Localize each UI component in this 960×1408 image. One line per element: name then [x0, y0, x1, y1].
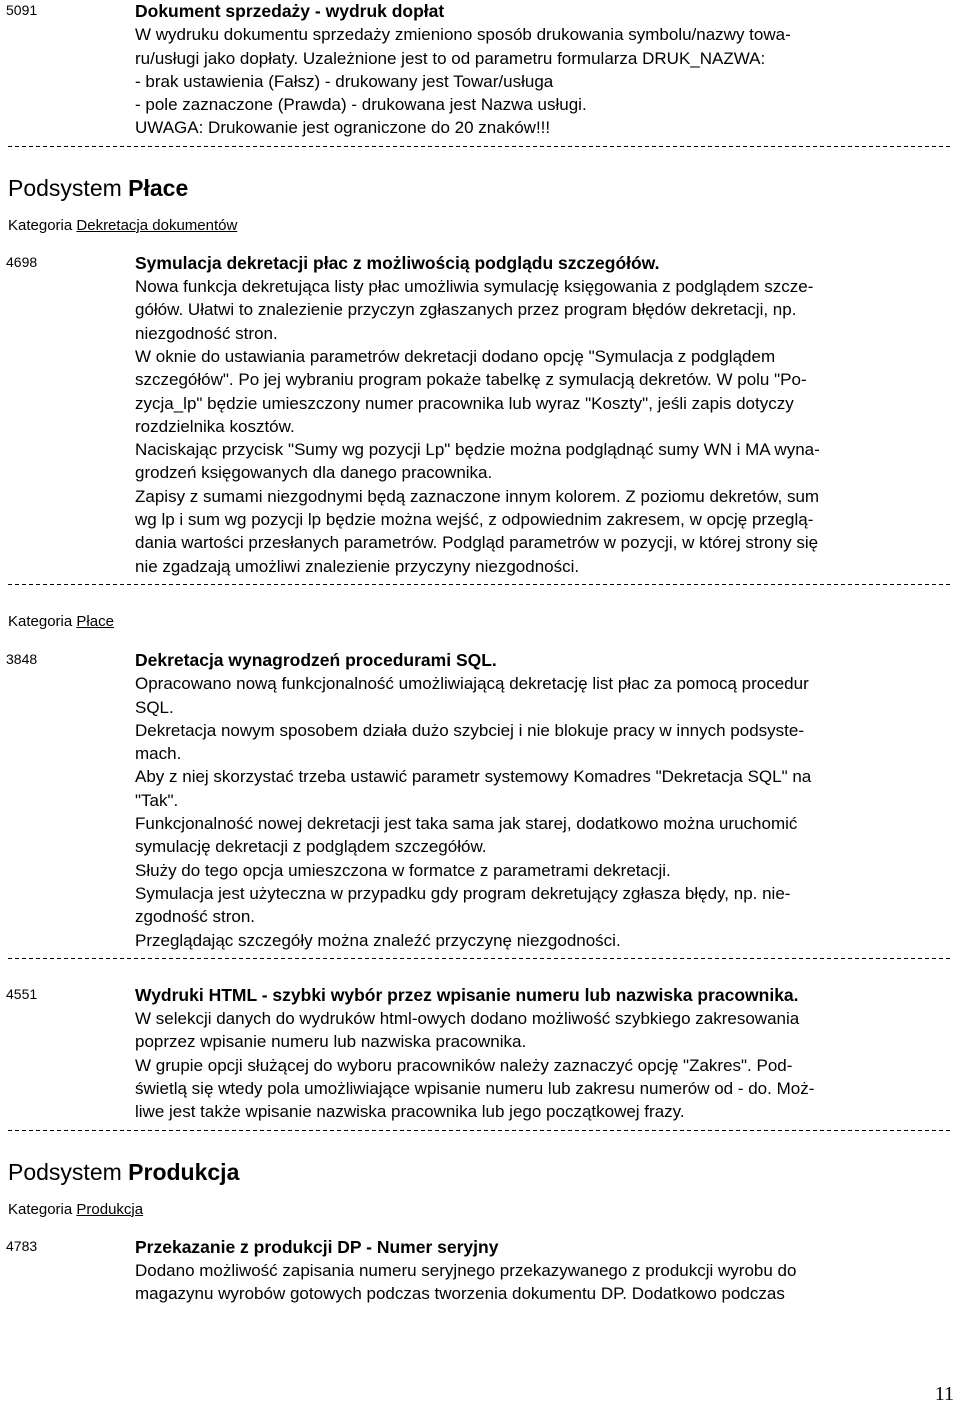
entry-line: Zapisy z sumami niezgodnymi będą zaznaczone innym kolorem. Z poziomu dekretów, sum	[135, 486, 820, 506]
entry-line: Dekretacja nowym sposobem działa dużo szybciej i nie blokuje pracy w innych podsyste-	[135, 720, 804, 740]
category-heading	[8, 1200, 960, 1220]
category-prefix: Kategoria	[8, 612, 73, 630]
page-number: 11	[934, 1383, 954, 1405]
entry-body	[135, 984, 950, 1124]
entry-4783	[0, 1236, 960, 1306]
entry-line: niezgodność stron.	[135, 323, 278, 343]
entry-body	[135, 1236, 950, 1306]
entry-line: W grupie opcji służącej do wyboru pracowników należy zaznaczyć opcję "Zakres". Pod-	[135, 1055, 793, 1075]
category-prefix: Kategoria	[8, 1200, 73, 1218]
subsystem-name: Produkcja	[128, 1158, 240, 1185]
entry-id: 4698	[6, 253, 38, 270]
entry-line: Służy do tego opcja umieszczona w formatce z parametrami dekretacji.	[135, 860, 671, 880]
entry-line: Aby z niej skorzystać trzeba ustawić parametr systemowy Komadres "Dekretacja SQL" na	[135, 767, 812, 787]
entry-3848	[0, 649, 960, 952]
subsystem-prefix: Podsystem	[8, 174, 122, 201]
category-name: Dekretacja dokumentów	[76, 216, 238, 234]
entry-line: Opracowano nową funkcjonalność umożliwiającą dekretację list płac za pomocą procedur	[135, 674, 809, 694]
entry-line: zycja_lp" będzie umieszczony numer pracownika lub wyraz "Koszty", jeśli zapis dotyczy	[135, 393, 794, 413]
entry-title: Przekazanie z produkcji DP - Numer seryjny	[135, 1236, 499, 1257]
entry-id: 3848	[6, 650, 38, 667]
category-name: Płace	[76, 612, 114, 630]
entry-line: Funkcjonalność nowej dekretacji jest taka sama jak starej, dodatkowo można uruchomić	[135, 814, 798, 834]
entry-line: Dodano możliwość zapisania numeru seryjnego przekazywanego z produkcji wyrobu do	[135, 1260, 797, 1280]
entry-line: W wydruku dokumentu sprzedaży zmieniono sposób drukowania symbolu/nazwy towa-	[135, 25, 791, 45]
entry-line: SQL.	[135, 697, 174, 717]
entry-line: świetlą się wtedy pola umożliwiające wpisanie numeru lub zakresu numerów od - do. Moż-	[135, 1078, 815, 1098]
entry-line: Naciskając przycisk "Sumy wg pozycji Lp" będzie można podglądnąć sumy WN i MA wyna-	[135, 440, 820, 460]
entry-line: grodzeń księgowanych dla danego pracownika.	[135, 463, 493, 483]
category-heading	[8, 612, 960, 632]
dashed-separator	[8, 144, 950, 150]
entry-line: zgodność stron.	[135, 907, 256, 927]
entry-id: 5091	[6, 2, 38, 18]
dashed-separator	[8, 956, 950, 962]
entry-4698	[0, 252, 960, 578]
entry-line: Nowa funkcja dekretująca listy płac umożliwia symulację księgowania z podglądem szcze-	[135, 277, 814, 297]
entry-id: 4783	[6, 1237, 38, 1254]
entry-title: Dokument sprzedaży - wydruk dopłat	[135, 1, 445, 21]
entry-line: Przeglądając szczegóły można znaleźć przyczynę niezgodności.	[135, 930, 621, 950]
entry-line: W oknie do ustawiania parametrów dekretacji dodano opcję "Symulacja z podglądem	[135, 346, 776, 366]
entry-title: Wydruki HTML - szybki wybór przez wpisanie numeru lub nazwiska pracownika.	[135, 984, 799, 1005]
entry-line: symulację dekretacji z podglądem szczegółów.	[135, 837, 487, 857]
entry-line: Symulacja jest użyteczna w przypadku gdy program dekretujący zgłasza błędy, np. nie-	[135, 883, 791, 903]
entry-5091	[0, 0, 960, 140]
entry-line: szczegółów". Po jej wybraniu program pokaże tabelkę z symulacją dekretów. W polu "Po-	[135, 370, 807, 390]
entry-line: wg lp i sum wg pozycji lp będzie można wejść, z odpowiednim zakresem, w opcję przeglą-	[135, 510, 814, 530]
entry-line: UWAGA: Drukowanie jest ograniczone do 20 znaków!!!	[135, 118, 551, 138]
category-heading	[8, 216, 960, 236]
subsystem-heading	[8, 1158, 960, 1186]
dashed-separator	[8, 1128, 950, 1134]
entry-line: liwe jest także wpisanie nazwiska pracownika lub jego początkowej frazy.	[135, 1102, 685, 1122]
subsystem-name: Płace	[128, 174, 189, 201]
entry-title: Dekretacja wynagrodzeń procedurami SQL.	[135, 649, 497, 670]
entry-line: magazynu wyrobów gotowych podczas tworzenia dokumentu DP. Dodatkowo podczas	[135, 1284, 785, 1304]
entry-line: W selekcji danych do wydruków html-owych dodano możliwość szybkiego zakresowania	[135, 1009, 800, 1029]
entry-line: poprzez wpisanie numeru lub nazwiska pracownika.	[135, 1032, 527, 1052]
entry-line: ru/usługi jako dopłaty. Uzależnione jest to od parametru formularza DRUK_NAZWA:	[135, 48, 766, 68]
category-name: Produkcja	[76, 1200, 144, 1218]
subsystem-heading	[8, 174, 960, 202]
entry-id: 4551	[6, 985, 38, 1002]
subsystem-prefix: Podsystem	[8, 1158, 122, 1185]
entry-line: "Tak".	[135, 790, 179, 810]
dashed-separator	[8, 582, 950, 588]
entry-line: mach.	[135, 744, 182, 764]
entry-body	[135, 252, 950, 578]
entry-line: nie zgadzają umożliwi znalezienie przyczyny niezgodności.	[135, 556, 580, 576]
entry-line: gółów. Ułatwi to znalezienie przyczyn zgłaszanych przez program błędów dekretacji, np.	[135, 300, 797, 320]
entry-4551	[0, 984, 960, 1124]
entry-line: dania wartości przesłanych parametrów. Podgląd parametrów w pozycji, w której strony się	[135, 533, 819, 553]
category-prefix: Kategoria	[8, 216, 73, 234]
entry-line: - pole zaznaczone (Prawda) - drukowana jest Nazwa usługi.	[135, 95, 587, 115]
entry-line: - brak ustawienia (Fałsz) - drukowany jest Towar/usługa	[135, 71, 554, 91]
entry-title: Symulacja dekretacji płac z możliwością podglądu szczegółów.	[135, 252, 660, 273]
entry-body	[135, 0, 950, 140]
entry-line: rozdzielnika kosztów.	[135, 416, 295, 436]
entry-body	[135, 649, 950, 952]
